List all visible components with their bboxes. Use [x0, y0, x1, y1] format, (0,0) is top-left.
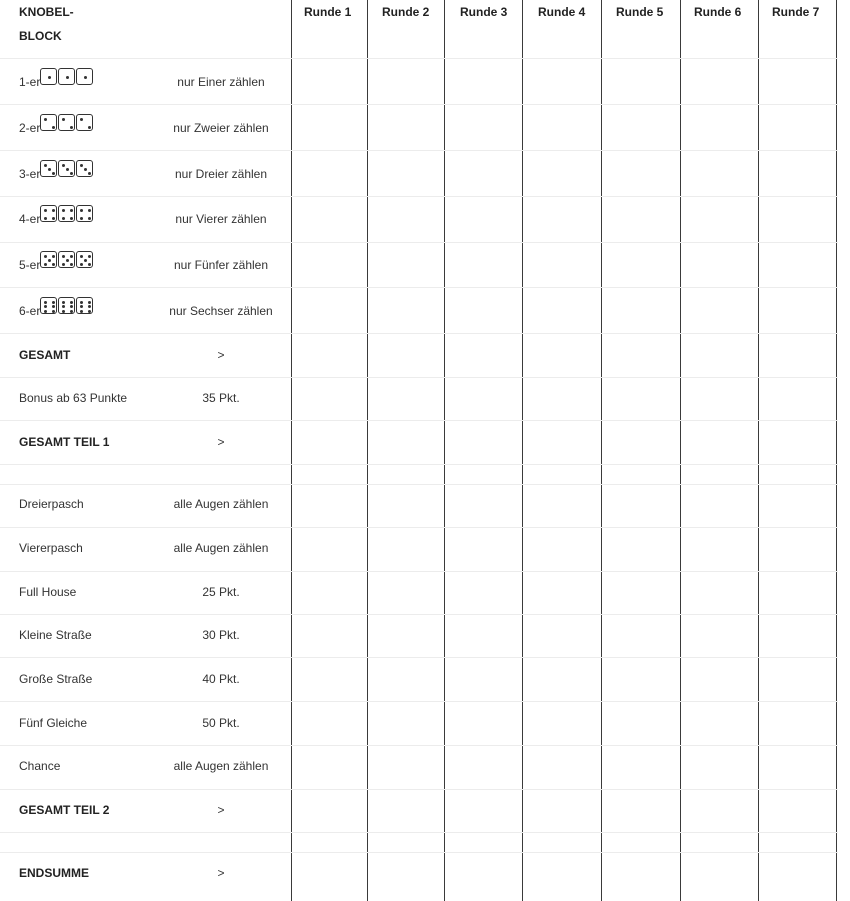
die-one-icon	[40, 68, 57, 85]
column-divider	[758, 0, 759, 901]
row-separator	[0, 196, 838, 197]
die-five-icon	[40, 251, 57, 268]
row-description: alle Augen zählen	[173, 497, 269, 511]
row-separator	[0, 527, 838, 528]
round-header-4: Runde 4	[538, 5, 586, 19]
row-label: Bonus ab 63 Punkte	[19, 391, 128, 405]
row-description: 35 Pkt.	[202, 391, 240, 405]
row-label: Dreierpasch	[19, 497, 84, 511]
row-separator	[0, 242, 838, 243]
round-header-7: Runde 7	[772, 5, 820, 19]
die-three-icon-group	[40, 160, 93, 177]
die-two-icon-group	[40, 114, 93, 131]
row-separator	[0, 287, 838, 288]
row-description: 30 Pkt.	[202, 628, 240, 642]
round-header-5: Runde 5	[616, 5, 664, 19]
row-description: nur Dreier zählen	[174, 167, 268, 181]
row-description: >	[217, 348, 225, 362]
row-label: 5-er	[19, 258, 41, 272]
row-separator	[0, 420, 838, 421]
round-header-3: Runde 3	[460, 5, 508, 19]
row-separator	[0, 701, 838, 702]
row-description: 50 Pkt.	[202, 716, 240, 730]
row-description: nur Zweier zählen	[173, 121, 269, 135]
row-label: ENDSUMME	[19, 866, 90, 880]
row-separator	[0, 852, 838, 853]
row-description: nur Sechser zählen	[169, 304, 273, 318]
die-five-icon	[76, 251, 93, 268]
row-label: 6-er	[19, 304, 41, 318]
row-label: GESAMT TEIL 1	[19, 435, 110, 449]
row-description: alle Augen zählen	[173, 759, 269, 773]
die-three-icon	[76, 160, 93, 177]
row-description: 25 Pkt.	[202, 585, 240, 599]
row-separator	[0, 377, 838, 378]
die-two-icon	[58, 114, 75, 131]
column-divider	[367, 0, 368, 901]
row-separator	[0, 745, 838, 746]
row-separator	[0, 333, 838, 334]
row-separator	[0, 571, 838, 572]
row-description: >	[217, 435, 225, 449]
die-six-icon	[76, 297, 93, 314]
round-header-6: Runde 6	[694, 5, 742, 19]
die-two-icon	[76, 114, 93, 131]
row-separator	[0, 789, 838, 790]
row-description: nur Fünfer zählen	[173, 258, 269, 272]
row-description: nur Einer zählen	[177, 75, 265, 89]
row-label: 3-er	[19, 167, 41, 181]
die-six-icon	[40, 297, 57, 314]
row-separator	[0, 614, 838, 615]
row-label: GESAMT	[19, 348, 71, 362]
sheet-title-line-1: KNOBEL-	[19, 5, 74, 19]
row-description: 40 Pkt.	[202, 672, 240, 686]
row-separator	[0, 484, 838, 485]
die-one-icon-group	[40, 68, 93, 85]
die-three-icon	[58, 160, 75, 177]
row-label: Full House	[19, 585, 77, 599]
row-label: Viererpasch	[19, 541, 83, 555]
row-separator	[0, 58, 838, 59]
die-five-icon	[58, 251, 75, 268]
die-six-icon-group	[40, 297, 93, 314]
die-three-icon	[40, 160, 57, 177]
row-label: Kleine Straße	[19, 628, 92, 642]
row-separator	[0, 832, 838, 833]
row-label: Fünf Gleiche	[19, 716, 88, 730]
row-label: 2-er	[19, 121, 41, 135]
row-label: 4-er	[19, 212, 41, 226]
row-label: Große Straße	[19, 672, 93, 686]
column-divider	[444, 0, 445, 901]
row-label: 1-er	[19, 75, 41, 89]
die-four-icon-group	[40, 205, 93, 222]
row-separator	[0, 657, 838, 658]
column-divider	[601, 0, 602, 901]
die-four-icon	[76, 205, 93, 222]
row-description: alle Augen zählen	[173, 541, 269, 555]
row-label: Chance	[19, 759, 61, 773]
die-one-icon	[58, 68, 75, 85]
row-description: >	[217, 866, 225, 880]
row-description: nur Vierer zählen	[175, 212, 267, 226]
column-divider	[522, 0, 523, 901]
row-label: GESAMT TEIL 2	[19, 803, 110, 817]
row-separator	[0, 150, 838, 151]
round-header-2: Runde 2	[382, 5, 430, 19]
die-six-icon	[58, 297, 75, 314]
die-two-icon	[40, 114, 57, 131]
column-divider	[836, 0, 837, 901]
die-four-icon	[58, 205, 75, 222]
row-description: >	[217, 803, 225, 817]
column-divider	[680, 0, 681, 901]
sheet-title-line-2: BLOCK	[19, 29, 62, 43]
die-five-icon-group	[40, 251, 93, 268]
die-one-icon	[76, 68, 93, 85]
row-separator	[0, 464, 838, 465]
die-four-icon	[40, 205, 57, 222]
row-separator	[0, 104, 838, 105]
round-header-1: Runde 1	[304, 5, 352, 19]
